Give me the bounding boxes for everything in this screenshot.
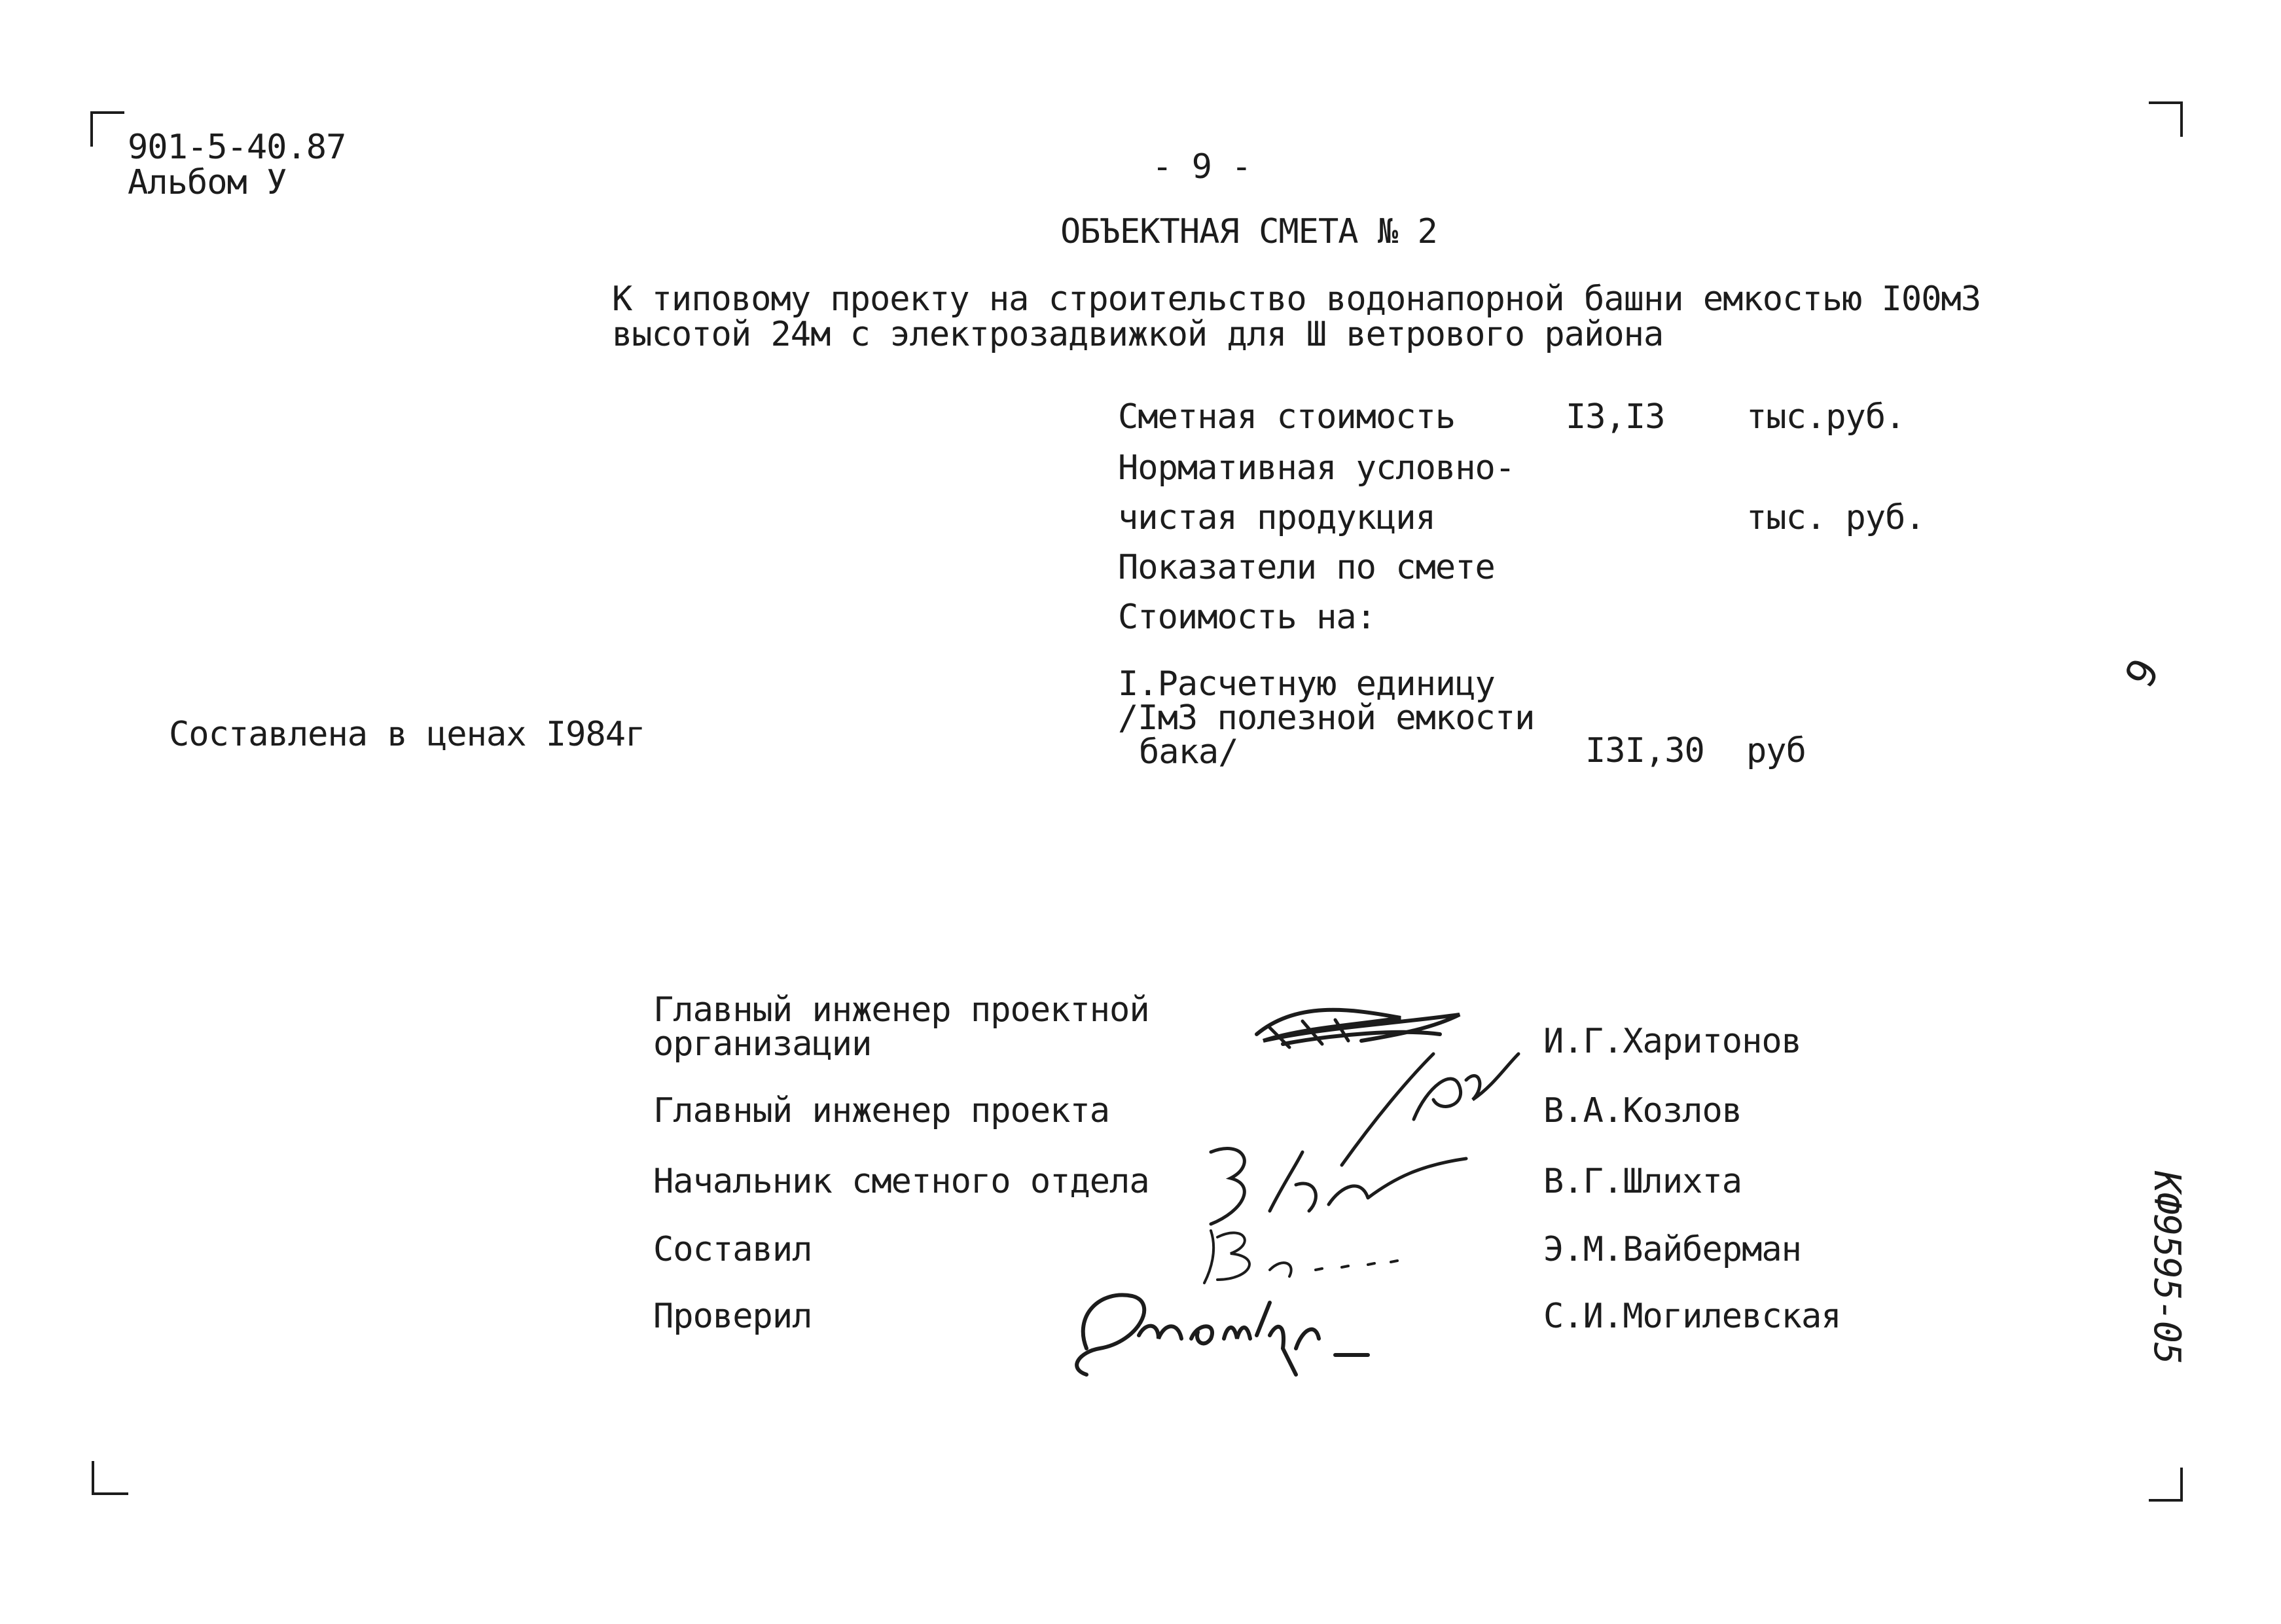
unit-cost-label-line-3: бака/ xyxy=(1139,732,1238,772)
normative-unit: тыс. руб. xyxy=(1746,498,1925,537)
unit-cost-label-line-1: I.Расчетную единицу xyxy=(1118,664,1495,704)
signatory-name-mogilevskaya: С.И.Могилевская xyxy=(1543,1297,1841,1336)
signatory-role-chief-engineer-project: Главный инженер проекта xyxy=(653,1091,1110,1130)
page-number: - 9 - xyxy=(1152,147,1251,187)
estimated-cost-label: Сметная стоимость xyxy=(1118,397,1456,437)
signatory-role-chief-engineer-org-line-2: организации xyxy=(653,1024,872,1064)
signatory-name-kozlov: В.А.Козлов xyxy=(1543,1091,1742,1130)
subtitle-line-1: К типовому проекту на строительство водонапорной башни емкостью I00м3 xyxy=(612,280,1981,319)
signatory-name-vaiberman: Э.М.Вайберман xyxy=(1543,1230,1801,1269)
corner-mark-bottom-right xyxy=(2149,1468,2183,1502)
unit-cost-value: I3I,30 xyxy=(1585,731,1704,770)
corner-mark-top-left xyxy=(90,111,124,147)
album-label: Альбом У xyxy=(128,163,287,202)
signatory-name-kharitonov: И.Г.Харитонов xyxy=(1543,1022,1801,1061)
margin-archive-code: КФ9595-05 xyxy=(2146,1171,2188,1364)
subtitle-line-2: высотой 24м с электрозадвижкой для Ш ветрового района xyxy=(612,315,1664,354)
estimated-cost-unit: тыс.руб. xyxy=(1746,397,1905,437)
unit-cost-unit: руб xyxy=(1746,731,1806,770)
cost-per-label: Стоимость на: xyxy=(1118,598,1376,637)
signatory-role-chief-engineer-org-line-1: Главный инженер проектной xyxy=(653,990,1149,1030)
unit-cost-label-line-2: /Iм3 полезной емкости xyxy=(1118,698,1535,738)
estimated-cost-value: I3,I3 xyxy=(1566,397,1665,437)
corner-mark-top-right xyxy=(2149,101,2183,137)
normative-label-line-2: чистая продукция xyxy=(1118,498,1435,537)
normative-label-line-1: Нормативная условно- xyxy=(1118,448,1515,488)
indicators-label: Показатели по смете xyxy=(1118,548,1495,587)
signature-mogilevskaya xyxy=(1060,1276,1374,1388)
signatory-role-compiled-by: Составил xyxy=(653,1230,812,1269)
document-title: ОБЪЕКТНАЯ СМЕТА № 2 xyxy=(1060,212,1437,251)
signatory-role-checked-by: Проверил xyxy=(653,1297,812,1336)
corner-mark-bottom-left xyxy=(92,1461,128,1495)
margin-page-mark: 9 xyxy=(2115,651,2169,696)
prices-note: Составлена в ценах I984г xyxy=(169,715,645,754)
signatory-role-head-estimate-dept: Начальник сметного отдела xyxy=(653,1162,1149,1201)
project-code: 901-5-40.87 xyxy=(128,128,346,167)
signatory-name-shlikhta: В.Г.Шлихта xyxy=(1543,1162,1742,1201)
